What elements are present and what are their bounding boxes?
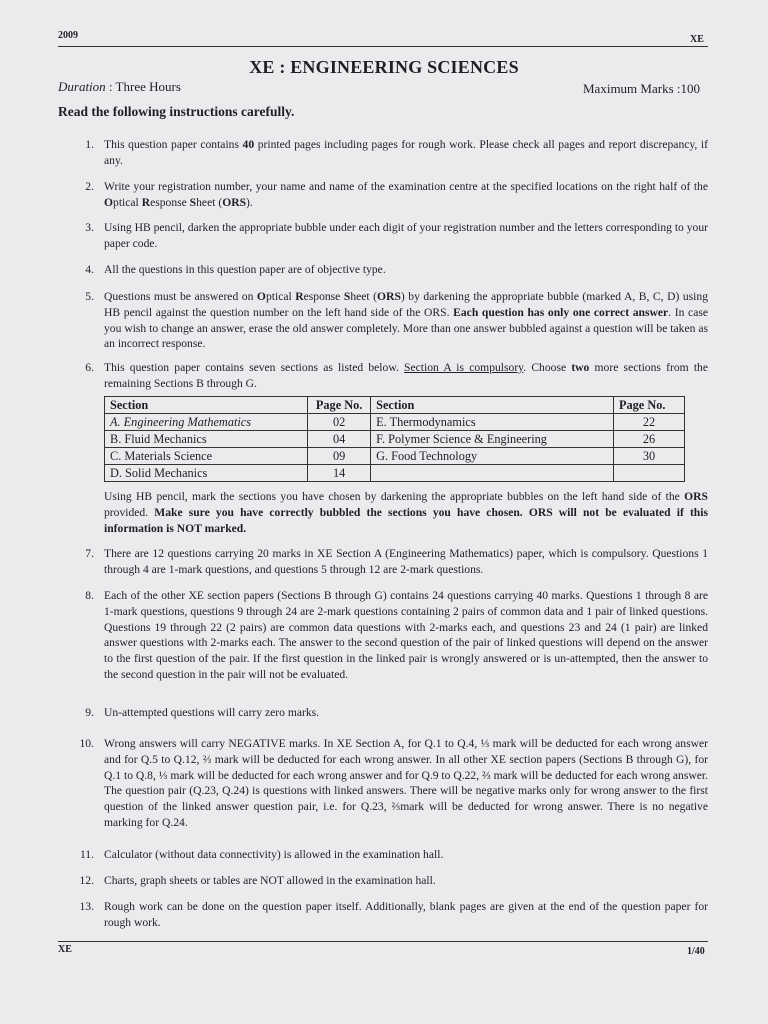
- instruction-number: 7.: [85, 547, 94, 560]
- instruction-number: 6.: [85, 361, 94, 374]
- duration-value: : Three Hours: [105, 79, 181, 94]
- instruction-11: [78, 847, 708, 863]
- text-run: S: [343, 290, 351, 303]
- text-run: ORS: [377, 290, 401, 303]
- text-run: esponse: [303, 290, 344, 303]
- instruction-number: 1.: [85, 138, 94, 151]
- page-cell: 26: [614, 431, 685, 448]
- text-run: S: [189, 195, 197, 209]
- instruction-text: [104, 360, 708, 392]
- instruction-text: [104, 546, 708, 578]
- text-run: provided.: [104, 505, 155, 519]
- instruction-number: 11.: [79, 848, 94, 861]
- text-run: two: [571, 361, 590, 374]
- footer-rule: [58, 941, 708, 942]
- text-run: This question paper contains: [104, 138, 243, 151]
- maximum-marks: Maximum Marks :100: [583, 81, 700, 96]
- instruction-5: [78, 289, 708, 352]
- text-run: Each question has only one correct answer: [453, 305, 669, 319]
- text-run: heet (: [350, 290, 378, 303]
- header-rule: [58, 46, 708, 47]
- text-run: ).: [246, 195, 253, 209]
- instruction-1: [78, 137, 708, 169]
- text-run: R: [141, 195, 151, 209]
- text-run: Using HB pencil, mark the sections you have chosen by darkening the appropriate bubbles on the left hand side of the: [104, 490, 685, 503]
- instruction-text: [104, 179, 708, 211]
- instruction-4: [78, 262, 708, 278]
- table-row: [105, 414, 685, 431]
- text-run: more sections from the remaining Sections B through G.: [104, 361, 708, 390]
- text-run: All the questions in this question paper are of objective type.: [104, 263, 386, 276]
- text-run: ptical: [265, 290, 296, 303]
- text-run: 40: [242, 138, 255, 151]
- page-cell: 09: [308, 448, 371, 465]
- instruction-text: [104, 137, 708, 169]
- header-year: 2009: [58, 30, 78, 41]
- instruction-7: [78, 546, 708, 578]
- instruction-text: [104, 220, 708, 252]
- instruction-number: 5.: [85, 290, 94, 303]
- instruction-number: 9.: [85, 706, 94, 719]
- section-cell: G. Food Technology: [371, 448, 614, 465]
- page-cell: 02: [308, 414, 371, 431]
- column-header: Page No.: [614, 397, 685, 414]
- page-cell: 22: [614, 414, 685, 431]
- text-run: Using HB pencil, darken the appropriate bubble under each digit of your registration number and the letters corresponding to your paper code.: [104, 221, 708, 250]
- table-header-row: [105, 397, 685, 414]
- instruction-text: [104, 588, 708, 683]
- instruction-text: [104, 873, 708, 889]
- page-cell: 30: [614, 448, 685, 465]
- text-run: Questions must be answered on: [104, 290, 257, 303]
- section-cell: C. Materials Science: [105, 448, 308, 465]
- text-run: O: [104, 195, 114, 209]
- text-run: . In case you wish to change an answer, erase the old answer completely. More than one answer bubbled against a question will be taken as an incorrect response.: [104, 305, 708, 351]
- instruction-text: [104, 847, 708, 863]
- page-number: 1/40: [687, 946, 705, 957]
- text-run: Wrong answers will carry NEGATIVE marks. In XE Section A, for Q.1 to Q.4, ⅓ mark will be deducted for each wrong answer and for Q.5 to Q.12, ⅔ mark will be deducted for each wrong answer. In all other XE section papers (Sections B through G), for Q.1 to Q.8, ⅓ mark will be deducted for each wrong answer and for Q.9 to Q.22, ⅔ mark will be deducted for each wrong answer. The question pair (Q.23, Q.24) is questions with linked answers. There will be negative marks only for wrong answer to the first question of the linked answer question pair, i.e. for Q.23, ⅔mark will be deducted for wrong answer. There is no negative marking for Q.24.: [104, 737, 708, 829]
- column-header: Section: [371, 397, 614, 414]
- instruction-text: [104, 262, 708, 278]
- section-cell: D. Solid Mechanics: [105, 465, 308, 482]
- text-run: Un-attempted questions will carry zero marks.: [104, 706, 320, 719]
- section-cell: [371, 465, 614, 482]
- text-run: ORS: [222, 195, 247, 209]
- instruction-10: [78, 736, 708, 831]
- section-cell: E. Thermodynamics: [371, 414, 614, 431]
- instruction-number: 12.: [79, 874, 94, 887]
- sections-note: [104, 489, 708, 536]
- text-run: Each of the other XE section papers (Sections B through G) contains 24 questions carrying 40 marks. Questions 1 through 8 are 1-mark questions, questions 9 through 24 are 2-mark questions containing 2 pairs of common data and 1 pair of linked questions. Questions 19 through 22 (2 pairs) are common data questions with 2-marks each, and questions 23 and 24 (1 pair) are linked answer questions with 2-marks each. The answer to the second question of the pair of linked questions will depend on the answer to the first question of the pair. If the first question in the linked pair is wrongly answered or is un-attempted, then the answer to the second question in the pair will not be evaluated.: [104, 589, 708, 681]
- section-cell: A. Engineering Mathematics: [105, 414, 308, 431]
- table-row: [105, 465, 685, 482]
- text-run: ) by darkening the appropriate bubble (marked A, B, C, D) using HB pencil against the question number on the left hand side of the ORS.: [104, 290, 708, 319]
- instruction-3: [78, 220, 708, 252]
- text-run: Rough work can be done on the question paper itself. Additionally, blank pages are given at the end of the question paper for rough work.: [104, 900, 708, 929]
- instruction-text: [104, 289, 708, 352]
- instruction-number: 4.: [85, 263, 94, 276]
- text-run: heet (: [196, 195, 223, 209]
- text-run: Write your registration number, your name and name of the examination centre at the specified locations on the right half of the: [104, 180, 708, 193]
- text-run: Calculator (without data connectivity) is allowed in the examination hall.: [104, 848, 444, 861]
- page-title: XE : ENGINEERING SCIENCES: [249, 57, 519, 77]
- text-run: R: [295, 290, 304, 303]
- instruction-number: 8.: [85, 589, 94, 602]
- duration: [58, 79, 181, 95]
- instruction-8: [78, 588, 708, 683]
- text-run: ptical: [113, 195, 142, 209]
- footer-paper-code: XE: [58, 944, 72, 955]
- section-cell: B. Fluid Mechanics: [105, 431, 308, 448]
- column-header: Section: [105, 397, 308, 414]
- instruction-text: [104, 736, 708, 831]
- table-row: [105, 431, 685, 448]
- page-cell: [614, 465, 685, 482]
- text-run: Charts, graph sheets or tables are NOT allowed in the examination hall.: [104, 874, 436, 887]
- text-run: This question paper contains seven sections as listed below.: [104, 361, 405, 374]
- sections-table: [104, 396, 685, 482]
- instruction-text: [104, 899, 708, 931]
- duration-label: Duration: [58, 79, 106, 94]
- text-run: . Choose: [523, 361, 572, 374]
- page-cell: 14: [308, 465, 371, 482]
- instruction-number: 13.: [79, 900, 94, 913]
- text-run: There are 12 questions carrying 20 marks in XE Section A (Engineering Mathematics) paper, which is compulsory. Questions 1 through 4 are 1-mark questions, and questions 5 through 12 are 2-mark questions.: [104, 547, 708, 576]
- text-run: printed pages including pages for rough work. Please check all pages and report discrepancy, if any.: [104, 138, 708, 167]
- text-run: ORS: [684, 490, 708, 503]
- instruction-9: [78, 705, 708, 721]
- text-run: Make sure you have correctly bubbled the sections you have chosen. ORS will not be evaluated if this information is NOT marked.: [104, 505, 708, 535]
- text-run: O: [256, 290, 266, 303]
- text-run: Section A is compulsory: [404, 361, 524, 374]
- text-run: esponse: [150, 195, 190, 209]
- page-cell: 04: [308, 431, 371, 448]
- section-cell: F. Polymer Science & Engineering: [371, 431, 614, 448]
- instruction-text: [104, 705, 708, 721]
- instruction-2: [78, 179, 708, 211]
- instruction-6: [78, 360, 708, 392]
- instruction-number: 2.: [85, 180, 94, 193]
- instruction-number: 3.: [85, 221, 94, 234]
- column-header: Page No.: [308, 397, 371, 414]
- instructions-heading: Read the following instructions carefully.: [58, 104, 295, 119]
- instruction-13: [78, 899, 708, 931]
- instruction-12: [78, 873, 708, 889]
- instruction-number: 10.: [79, 737, 94, 750]
- table-row: [105, 448, 685, 465]
- header-paper-code: XE: [690, 34, 704, 45]
